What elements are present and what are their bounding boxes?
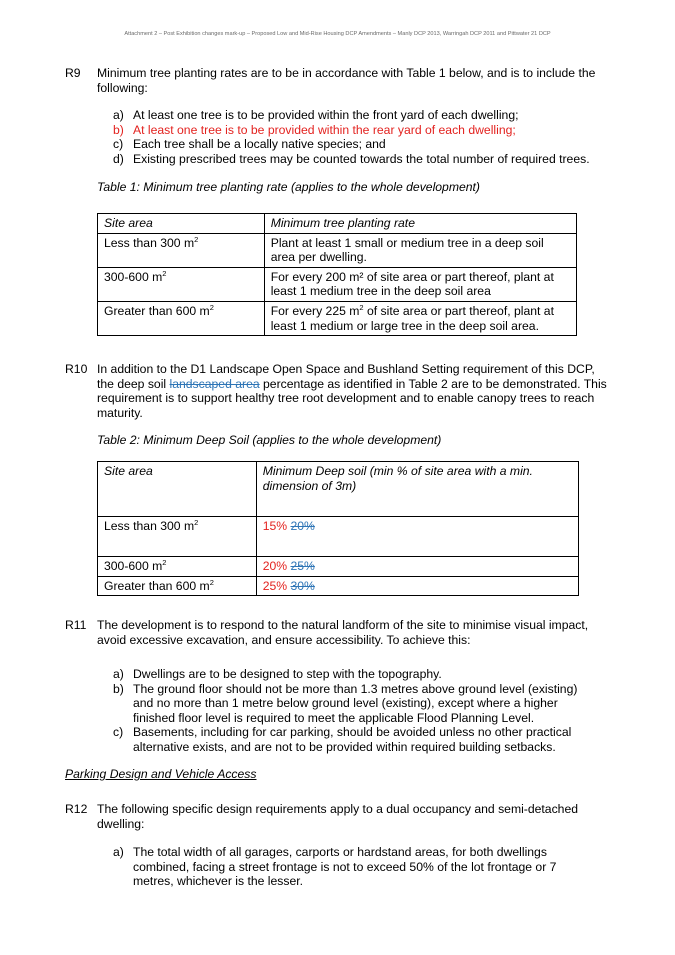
table-row: [98, 576, 579, 596]
table-cell: Less than 300 $m^2$: [98, 233, 265, 267]
table-cell: Greater than 600 $m^2$: [98, 576, 257, 596]
table-cell: [256, 576, 578, 596]
inserted-value: 25%: [262, 578, 288, 593]
rule-r11-text: The development is to respond to the natural landform of the site to minimise visual impact, avoid excessive excavation, and ensure accessibility. To achieve this:: [97, 618, 589, 647]
section-heading: Parking Design and Vehicle Access: [65, 767, 257, 781]
list-item: c) Basements, including for car parking, should be avoided unless no other practical alternative exists, and are not to be provided within required building setbacks.: [113, 725, 572, 754]
table-header-cell: Minimum Deep soil (min % of site area with a min. dimension of 3m): [256, 462, 578, 517]
inserted-value: 15%: [262, 519, 288, 533]
table-cell: [256, 557, 578, 577]
table-cell: Plant at least 1 small or medium tree in a deep soil area per dwelling.: [264, 233, 576, 267]
table-row: [98, 301, 577, 335]
table-header-cell: Site area: [98, 462, 257, 517]
deleted-value: 25%: [290, 559, 315, 573]
table-cell: [256, 517, 578, 557]
table-row: [98, 517, 579, 557]
table-1-caption: Table 1: Minimum tree planting rate (applies to the whole development): [97, 180, 480, 194]
deleted-value: 20%: [290, 519, 315, 533]
rule-r12-text: The following specific design requirements apply to a dual occupancy and semi-detached dwelling:: [97, 802, 579, 831]
table-1: [97, 213, 577, 336]
rule-r10-text: In addition to the D1 Landscape Open Space and Bushland Setting requirement of this DCP, the deep soil landscaped area percentage as identified in Table 2 are to be demonstrated. This requirement is to support healthy tree root development and to enable canopy trees to reach maturity.: [97, 362, 607, 420]
list-item: b) The ground floor should not be more than 1.3 metres above ground level (existing) and no more than 1 metre below ground level (existing), except where a higher finished floor level is required to meet the applicable Flood Planning Level.: [113, 681, 578, 725]
table-cell: For every 200 m² of site area or part thereof, plant at least 1 medium tree in the deep soil area: [264, 267, 576, 301]
table-2: [97, 461, 579, 596]
table-cell: For every 225 $m^2$ of site area or part thereof, plant at least 1 medium or large tree in the deep soil area.: [264, 301, 576, 335]
table-header-cell: Site area: [98, 214, 265, 234]
table-2-caption: Table 2: Minimum Deep Soil (applies to the whole development): [97, 433, 442, 447]
list-item: a) The total width of all garages, carports or hardstand areas, for both dwellings combined, facing a street frontage is not to exceed 50% of the lot frontage or 7 metres, whichever is the lesser.: [113, 845, 557, 889]
rule-id-r10: R10: [65, 362, 88, 376]
deleted-value: 30%: [290, 578, 315, 593]
table-cell: Less than 300 $m^2$: [98, 517, 257, 557]
table-row: [98, 267, 577, 301]
rule-id-r12: R12: [65, 802, 88, 816]
list-item: d) Existing prescribed trees may be counted towards the total number of required trees.: [113, 151, 590, 166]
list-item-inserted: b) At least one tree is to be provided within the rear yard of each dwelling;: [113, 122, 516, 137]
rule-r9-text: Minimum tree planting rates are to be in accordance with Table 1 below, and is to include the following:: [97, 66, 596, 95]
table-header-row: [98, 214, 577, 234]
list-item: a) Dwellings are to be designed to step with the topography.: [113, 667, 442, 681]
table-cell: 300-600 $m^2$: [98, 557, 257, 577]
table-cell: 300-600 $m^2$: [98, 267, 265, 301]
list-item: c) Each tree shall be a locally native species; and: [113, 137, 386, 152]
deleted-text: landscaped area: [169, 376, 260, 391]
table-cell: Greater than 600 $m^2$: [98, 301, 265, 335]
rule-r12-list: [113, 845, 585, 889]
rule-r11-list: [113, 667, 595, 755]
table-header-cell: Minimum tree planting rate: [264, 214, 576, 234]
rule-r9-list: [113, 108, 613, 166]
rule-id-r11: R11: [65, 618, 87, 632]
list-item: a) At least one tree is to be provided within the front yard of each dwelling;: [113, 108, 519, 122]
table-row: [98, 233, 577, 267]
page-header: Attachment 2 – Post Exhibition changes mark-up – Proposed Low and Mid-Rise Housing DCP Amendments – Manly DCP 2013, Warringah DCP 2011 and Pittwater 21 DCP: [124, 31, 551, 37]
inserted-value: 20%: [262, 559, 288, 573]
rule-id-r9: R9: [65, 66, 81, 80]
table-row: [98, 557, 579, 577]
table-header-row: [98, 462, 579, 517]
